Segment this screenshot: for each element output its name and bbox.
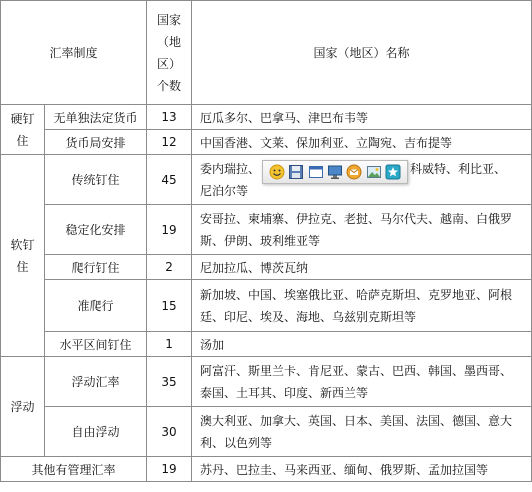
monitor-icon[interactable]	[326, 163, 344, 181]
row-countries: 安哥拉、柬埔寨、伊拉克、老挝、马尔代夫、越南、白俄罗 斯、伊朗、玻利维亚等	[192, 205, 532, 255]
row-count: 19	[147, 457, 192, 482]
row-type: 自由浮动	[45, 407, 147, 457]
star-icon[interactable]	[384, 163, 402, 181]
row-countries: 委内瑞拉、 科威特、利比亚、 尼泊尔等	[192, 155, 532, 205]
row-count: 2	[147, 255, 192, 280]
table-row	[1, 407, 532, 457]
row-countries: 厄瓜多尔、巴拿马、津巴布韦等	[192, 105, 532, 130]
image-icon[interactable]	[365, 163, 383, 181]
group-floating: 浮动	[1, 357, 45, 457]
row-countries: 新加坡、中国、埃塞俄比亚、哈萨克斯坦、克罗地亚、阿根 廷、印尼、埃及、海地、乌兹别克斯坦等	[192, 280, 532, 332]
row-count: 12	[147, 130, 192, 155]
row-count: 35	[147, 357, 192, 407]
row-type: 无单独法定货币	[45, 105, 147, 130]
window-icon[interactable]	[307, 163, 325, 181]
row-countries: 阿富汗、斯里兰卡、肯尼亚、蒙古、巴西、韩国、墨西哥、 泰国、土耳其、印度、新西兰等	[192, 357, 532, 407]
row-count: 13	[147, 105, 192, 130]
row-type: 货币局安排	[45, 130, 147, 155]
row-countries: 苏丹、巴拉圭、马来西亚、缅甸、俄罗斯、孟加拉国等	[192, 457, 532, 482]
smiley-icon[interactable]	[268, 163, 286, 181]
row-type: 稳定化安排	[45, 205, 147, 255]
row-countries: 澳大利亚、加拿大、英国、日本、美国、法国、德国、意大 利、以色列等	[192, 407, 532, 457]
header-count-line: 区）	[157, 56, 182, 71]
header-countries: 国家（地区）名称	[192, 1, 532, 105]
row-count: 45	[147, 155, 192, 205]
row-countries: 汤加	[192, 332, 532, 357]
table-row	[1, 280, 532, 332]
save-icon[interactable]	[287, 163, 305, 181]
table-row	[1, 357, 532, 407]
row-type: 准爬行	[45, 280, 147, 332]
row-countries: 尼加拉瓜、博茨瓦纳	[192, 255, 532, 280]
row-count: 15	[147, 280, 192, 332]
row-count: 1	[147, 332, 192, 357]
row-type: 其他有管理汇率	[1, 457, 147, 482]
mail-icon[interactable]	[345, 163, 363, 181]
header-count	[147, 1, 192, 105]
table-row	[1, 255, 532, 280]
table-row	[1, 105, 532, 130]
row-type: 水平区间钉住	[45, 332, 147, 357]
row-type: 浮动汇率	[45, 357, 147, 407]
table-row	[1, 457, 532, 482]
table-row	[1, 205, 532, 255]
floating-toolbar	[262, 160, 408, 184]
row-countries: 中国香港、文莱、保加利亚、立陶宛、吉布提等	[192, 130, 532, 155]
row-count: 19	[147, 205, 192, 255]
group-hard-peg: 硬钉 住	[1, 105, 45, 155]
row-type: 爬行钉住	[45, 255, 147, 280]
group-soft-peg: 软钉 住	[1, 155, 45, 357]
table-header-row	[1, 1, 532, 105]
row-type: 传统钉住	[45, 155, 147, 205]
header-count-line: 个数	[157, 78, 182, 93]
row-count: 30	[147, 407, 192, 457]
header-system: 汇率制度	[1, 1, 147, 105]
table-row	[1, 130, 532, 155]
table-row	[1, 332, 532, 357]
header-count-line: 国家	[157, 12, 182, 27]
header-count-line: （地	[157, 34, 182, 49]
